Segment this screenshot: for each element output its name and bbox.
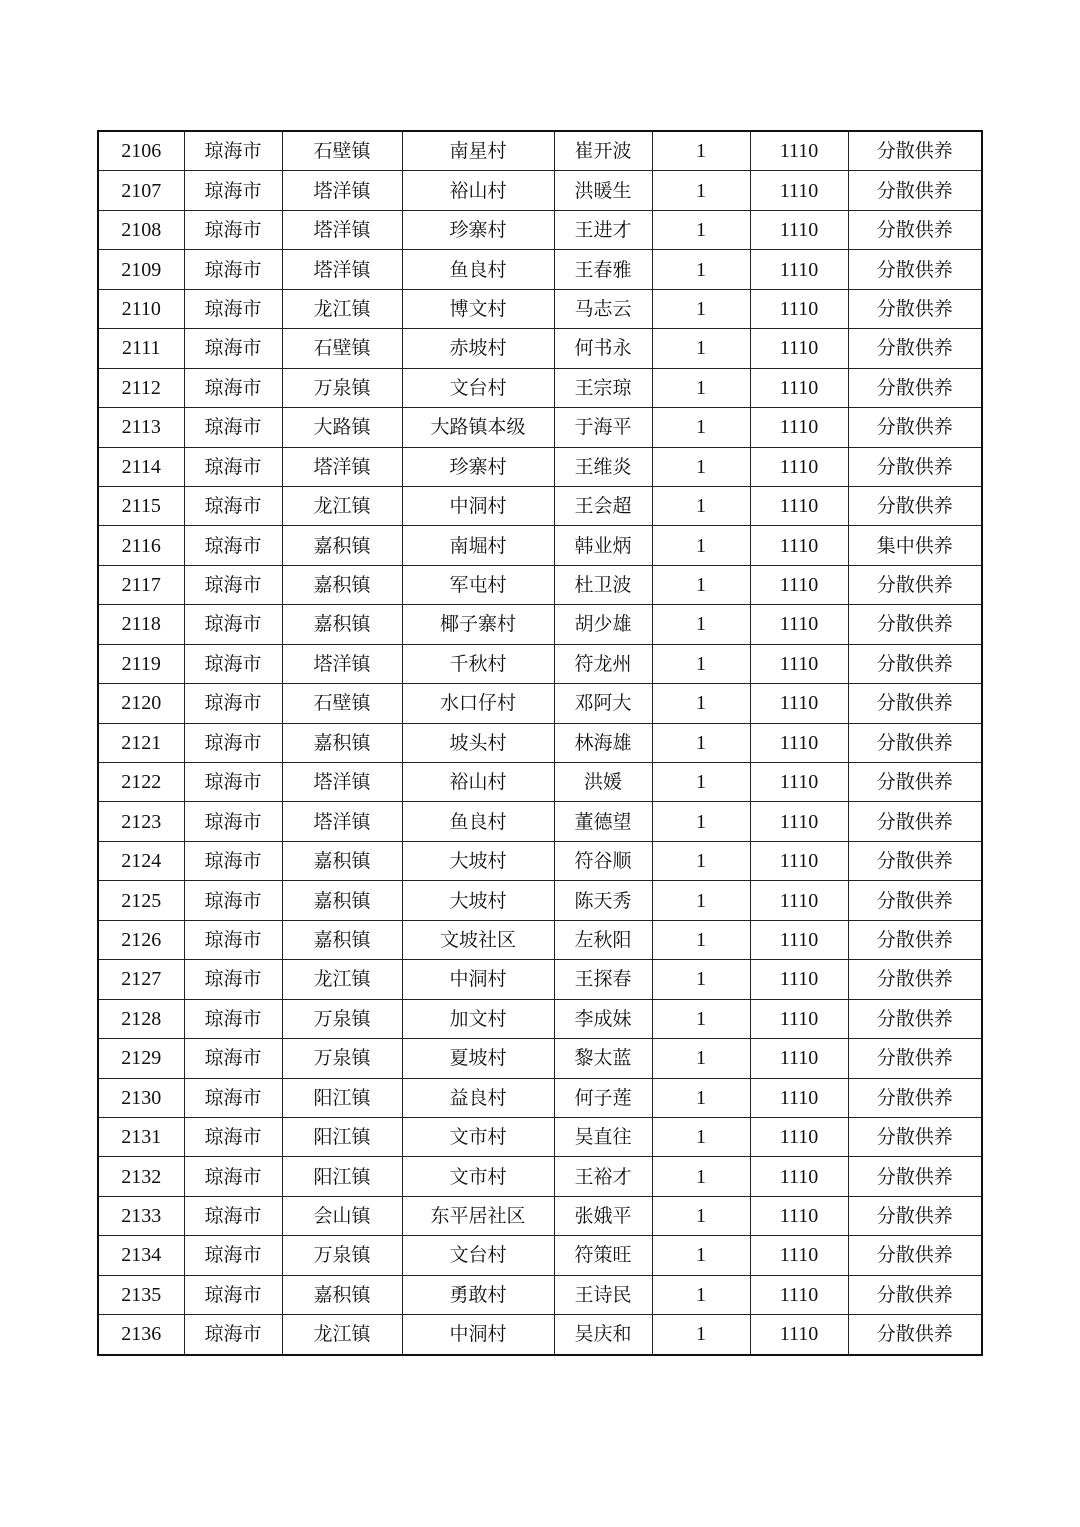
table-row [98, 289, 982, 328]
cell-serial-number: 2111 [98, 329, 184, 368]
cell-person-name: 林海雄 [554, 723, 652, 762]
cell-household-count: 1 [652, 1117, 750, 1156]
cell-serial-number: 2123 [98, 802, 184, 841]
cell-village: 鱼良村 [402, 802, 554, 841]
cell-support-type: 分散供养 [848, 1315, 982, 1355]
cell-city: 琼海市 [184, 1117, 282, 1156]
cell-support-type: 分散供养 [848, 210, 982, 249]
cell-serial-number: 2112 [98, 368, 184, 407]
cell-village: 博文村 [402, 289, 554, 328]
cell-household-count: 1 [652, 1196, 750, 1235]
cell-person-name: 王裕才 [554, 1157, 652, 1196]
table-row [98, 250, 982, 289]
cell-household-count: 1 [652, 1315, 750, 1355]
cell-household-count: 1 [652, 526, 750, 565]
cell-town: 塔洋镇 [282, 802, 402, 841]
cell-household-count: 1 [652, 723, 750, 762]
cell-serial-number: 2127 [98, 960, 184, 999]
cell-city: 琼海市 [184, 1039, 282, 1078]
cell-support-type: 分散供养 [848, 684, 982, 723]
cell-serial-number: 2121 [98, 723, 184, 762]
cell-support-type: 分散供养 [848, 1039, 982, 1078]
cell-person-name: 符龙州 [554, 644, 652, 683]
table-row [98, 999, 982, 1038]
cell-amount: 1110 [750, 368, 848, 407]
cell-household-count: 1 [652, 1157, 750, 1196]
cell-town: 塔洋镇 [282, 763, 402, 802]
cell-support-type: 分散供养 [848, 881, 982, 920]
cell-support-type: 分散供养 [848, 565, 982, 604]
cell-serial-number: 2134 [98, 1236, 184, 1275]
cell-person-name: 马志云 [554, 289, 652, 328]
cell-household-count: 1 [652, 1236, 750, 1275]
table-row [98, 802, 982, 841]
cell-amount: 1110 [750, 920, 848, 959]
cell-city: 琼海市 [184, 605, 282, 644]
cell-person-name: 王进才 [554, 210, 652, 249]
cell-city: 琼海市 [184, 408, 282, 447]
cell-village: 中洞村 [402, 486, 554, 525]
cell-serial-number: 2130 [98, 1078, 184, 1117]
cell-support-type: 分散供养 [848, 841, 982, 880]
cell-village: 赤坡村 [402, 329, 554, 368]
cell-city: 琼海市 [184, 171, 282, 210]
cell-support-type: 分散供养 [848, 329, 982, 368]
table-row [98, 1157, 982, 1196]
cell-village: 水口仔村 [402, 684, 554, 723]
cell-amount: 1110 [750, 1196, 848, 1235]
cell-serial-number: 2133 [98, 1196, 184, 1235]
table-row [98, 723, 982, 762]
cell-town: 塔洋镇 [282, 644, 402, 683]
cell-city: 琼海市 [184, 881, 282, 920]
cell-town: 塔洋镇 [282, 210, 402, 249]
cell-serial-number: 2124 [98, 841, 184, 880]
cell-town: 阳江镇 [282, 1117, 402, 1156]
cell-person-name: 崔开波 [554, 131, 652, 171]
cell-support-type: 分散供养 [848, 605, 982, 644]
cell-household-count: 1 [652, 1039, 750, 1078]
cell-household-count: 1 [652, 1078, 750, 1117]
cell-serial-number: 2116 [98, 526, 184, 565]
cell-household-count: 1 [652, 802, 750, 841]
cell-village: 中洞村 [402, 1315, 554, 1355]
cell-serial-number: 2126 [98, 920, 184, 959]
cell-household-count: 1 [652, 565, 750, 604]
table-row [98, 1078, 982, 1117]
cell-amount: 1110 [750, 841, 848, 880]
cell-serial-number: 2132 [98, 1157, 184, 1196]
table-row [98, 1196, 982, 1235]
cell-support-type: 分散供养 [848, 289, 982, 328]
cell-city: 琼海市 [184, 1157, 282, 1196]
cell-support-type: 分散供养 [848, 960, 982, 999]
cell-village: 大坡村 [402, 841, 554, 880]
cell-city: 琼海市 [184, 289, 282, 328]
cell-person-name: 何子莲 [554, 1078, 652, 1117]
table-row [98, 526, 982, 565]
cell-serial-number: 2107 [98, 171, 184, 210]
cell-serial-number: 2114 [98, 447, 184, 486]
table-row [98, 881, 982, 920]
cell-town: 万泉镇 [282, 999, 402, 1038]
cell-amount: 1110 [750, 289, 848, 328]
cell-household-count: 1 [652, 368, 750, 407]
table-row [98, 1315, 982, 1355]
cell-city: 琼海市 [184, 999, 282, 1038]
cell-amount: 1110 [750, 881, 848, 920]
cell-city: 琼海市 [184, 368, 282, 407]
cell-person-name: 董德望 [554, 802, 652, 841]
cell-village: 文台村 [402, 368, 554, 407]
cell-village: 裕山村 [402, 171, 554, 210]
table-row [98, 644, 982, 683]
cell-amount: 1110 [750, 486, 848, 525]
cell-village: 裕山村 [402, 763, 554, 802]
cell-city: 琼海市 [184, 1078, 282, 1117]
cell-support-type: 分散供养 [848, 644, 982, 683]
cell-person-name: 邓阿大 [554, 684, 652, 723]
cell-city: 琼海市 [184, 684, 282, 723]
cell-city: 琼海市 [184, 250, 282, 289]
table-row [98, 605, 982, 644]
cell-town: 嘉积镇 [282, 920, 402, 959]
cell-amount: 1110 [750, 1117, 848, 1156]
cell-serial-number: 2135 [98, 1275, 184, 1314]
cell-town: 龙江镇 [282, 486, 402, 525]
cell-town: 嘉积镇 [282, 526, 402, 565]
cell-person-name: 何书永 [554, 329, 652, 368]
cell-village: 勇敢村 [402, 1275, 554, 1314]
cell-village: 珍寨村 [402, 210, 554, 249]
cell-support-type: 分散供养 [848, 408, 982, 447]
cell-person-name: 陈天秀 [554, 881, 652, 920]
cell-person-name: 王宗琼 [554, 368, 652, 407]
cell-person-name: 王春雅 [554, 250, 652, 289]
cell-support-type: 分散供养 [848, 1275, 982, 1314]
cell-village: 加文村 [402, 999, 554, 1038]
cell-amount: 1110 [750, 763, 848, 802]
cell-household-count: 1 [652, 999, 750, 1038]
cell-serial-number: 2108 [98, 210, 184, 249]
cell-city: 琼海市 [184, 802, 282, 841]
cell-serial-number: 2115 [98, 486, 184, 525]
cell-support-type: 分散供养 [848, 999, 982, 1038]
cell-serial-number: 2117 [98, 565, 184, 604]
cell-amount: 1110 [750, 171, 848, 210]
cell-village: 南星村 [402, 131, 554, 171]
cell-serial-number: 2122 [98, 763, 184, 802]
cell-support-type: 分散供养 [848, 1117, 982, 1156]
cell-amount: 1110 [750, 447, 848, 486]
cell-amount: 1110 [750, 605, 848, 644]
cell-serial-number: 2110 [98, 289, 184, 328]
cell-city: 琼海市 [184, 1315, 282, 1355]
cell-serial-number: 2125 [98, 881, 184, 920]
cell-amount: 1110 [750, 644, 848, 683]
cell-city: 琼海市 [184, 447, 282, 486]
cell-household-count: 1 [652, 644, 750, 683]
cell-household-count: 1 [652, 210, 750, 249]
cell-town: 嘉积镇 [282, 881, 402, 920]
table-row [98, 1275, 982, 1314]
cell-village: 千秋村 [402, 644, 554, 683]
cell-city: 琼海市 [184, 131, 282, 171]
cell-support-type: 分散供养 [848, 368, 982, 407]
cell-village: 益良村 [402, 1078, 554, 1117]
cell-household-count: 1 [652, 920, 750, 959]
cell-person-name: 杜卫波 [554, 565, 652, 604]
cell-support-type: 分散供养 [848, 723, 982, 762]
cell-person-name: 王探春 [554, 960, 652, 999]
cell-town: 万泉镇 [282, 1236, 402, 1275]
cell-person-name: 符策旺 [554, 1236, 652, 1275]
cell-household-count: 1 [652, 289, 750, 328]
cell-support-type: 分散供养 [848, 802, 982, 841]
cell-support-type: 集中供养 [848, 526, 982, 565]
cell-amount: 1110 [750, 1039, 848, 1078]
table-row [98, 841, 982, 880]
cell-town: 嘉积镇 [282, 1275, 402, 1314]
cell-village: 南堀村 [402, 526, 554, 565]
cell-town: 石壁镇 [282, 329, 402, 368]
cell-person-name: 韩业炳 [554, 526, 652, 565]
cell-serial-number: 2136 [98, 1315, 184, 1355]
cell-amount: 1110 [750, 684, 848, 723]
cell-village: 军屯村 [402, 565, 554, 604]
cell-household-count: 1 [652, 1275, 750, 1314]
cell-household-count: 1 [652, 841, 750, 880]
cell-amount: 1110 [750, 250, 848, 289]
cell-support-type: 分散供养 [848, 920, 982, 959]
cell-city: 琼海市 [184, 210, 282, 249]
cell-town: 万泉镇 [282, 368, 402, 407]
cell-support-type: 分散供养 [848, 171, 982, 210]
cell-household-count: 1 [652, 960, 750, 999]
cell-serial-number: 2120 [98, 684, 184, 723]
cell-village: 大路镇本级 [402, 408, 554, 447]
table-row [98, 920, 982, 959]
cell-town: 万泉镇 [282, 1039, 402, 1078]
cell-amount: 1110 [750, 526, 848, 565]
cell-person-name: 洪暖生 [554, 171, 652, 210]
cell-town: 大路镇 [282, 408, 402, 447]
table-row [98, 960, 982, 999]
cell-city: 琼海市 [184, 723, 282, 762]
cell-support-type: 分散供养 [848, 1078, 982, 1117]
table-row [98, 408, 982, 447]
cell-person-name: 张娥平 [554, 1196, 652, 1235]
cell-amount: 1110 [750, 802, 848, 841]
cell-amount: 1110 [750, 1157, 848, 1196]
roster-table [97, 130, 983, 1356]
cell-serial-number: 2109 [98, 250, 184, 289]
cell-person-name: 李成妹 [554, 999, 652, 1038]
cell-amount: 1110 [750, 329, 848, 368]
cell-village: 大坡村 [402, 881, 554, 920]
cell-village: 东平居社区 [402, 1196, 554, 1235]
cell-person-name: 吴直往 [554, 1117, 652, 1156]
cell-household-count: 1 [652, 131, 750, 171]
cell-household-count: 1 [652, 250, 750, 289]
cell-person-name: 胡少雄 [554, 605, 652, 644]
cell-town: 嘉积镇 [282, 841, 402, 880]
cell-amount: 1110 [750, 1078, 848, 1117]
cell-amount: 1110 [750, 1236, 848, 1275]
cell-amount: 1110 [750, 408, 848, 447]
cell-town: 塔洋镇 [282, 250, 402, 289]
cell-person-name: 左秋阳 [554, 920, 652, 959]
cell-town: 龙江镇 [282, 1315, 402, 1355]
cell-support-type: 分散供养 [848, 763, 982, 802]
cell-city: 琼海市 [184, 763, 282, 802]
cell-serial-number: 2129 [98, 1039, 184, 1078]
cell-village: 鱼良村 [402, 250, 554, 289]
table-row [98, 565, 982, 604]
cell-serial-number: 2119 [98, 644, 184, 683]
table-row [98, 1117, 982, 1156]
cell-city: 琼海市 [184, 644, 282, 683]
table-row [98, 171, 982, 210]
cell-amount: 1110 [750, 960, 848, 999]
table-row [98, 210, 982, 249]
table-row [98, 1236, 982, 1275]
cell-serial-number: 2128 [98, 999, 184, 1038]
table-row [98, 447, 982, 486]
cell-town: 龙江镇 [282, 960, 402, 999]
cell-serial-number: 2106 [98, 131, 184, 171]
cell-household-count: 1 [652, 486, 750, 525]
cell-village: 珍寨村 [402, 447, 554, 486]
table-row [98, 329, 982, 368]
cell-support-type: 分散供养 [848, 250, 982, 289]
cell-person-name: 王诗民 [554, 1275, 652, 1314]
cell-city: 琼海市 [184, 960, 282, 999]
cell-city: 琼海市 [184, 329, 282, 368]
cell-city: 琼海市 [184, 1196, 282, 1235]
cell-town: 龙江镇 [282, 289, 402, 328]
cell-town: 嘉积镇 [282, 565, 402, 604]
cell-person-name: 洪媛 [554, 763, 652, 802]
cell-village: 文坡社区 [402, 920, 554, 959]
cell-household-count: 1 [652, 408, 750, 447]
cell-amount: 1110 [750, 999, 848, 1038]
cell-amount: 1110 [750, 210, 848, 249]
cell-person-name: 于海平 [554, 408, 652, 447]
cell-village: 文市村 [402, 1157, 554, 1196]
cell-support-type: 分散供养 [848, 1196, 982, 1235]
cell-town: 会山镇 [282, 1196, 402, 1235]
cell-person-name: 吴庆和 [554, 1315, 652, 1355]
cell-village: 椰子寨村 [402, 605, 554, 644]
cell-town: 石壁镇 [282, 684, 402, 723]
cell-person-name: 符谷顺 [554, 841, 652, 880]
cell-household-count: 1 [652, 684, 750, 723]
cell-amount: 1110 [750, 1275, 848, 1314]
cell-support-type: 分散供养 [848, 1157, 982, 1196]
cell-person-name: 王会超 [554, 486, 652, 525]
cell-city: 琼海市 [184, 1236, 282, 1275]
cell-village: 文台村 [402, 1236, 554, 1275]
cell-amount: 1110 [750, 723, 848, 762]
table-row [98, 684, 982, 723]
cell-serial-number: 2131 [98, 1117, 184, 1156]
cell-household-count: 1 [652, 763, 750, 802]
cell-amount: 1110 [750, 1315, 848, 1355]
cell-support-type: 分散供养 [848, 486, 982, 525]
cell-household-count: 1 [652, 881, 750, 920]
cell-city: 琼海市 [184, 565, 282, 604]
table-row [98, 486, 982, 525]
cell-town: 塔洋镇 [282, 171, 402, 210]
cell-village: 中洞村 [402, 960, 554, 999]
cell-city: 琼海市 [184, 920, 282, 959]
cell-serial-number: 2118 [98, 605, 184, 644]
table-row [98, 368, 982, 407]
cell-person-name: 王维炎 [554, 447, 652, 486]
cell-village: 坡头村 [402, 723, 554, 762]
cell-city: 琼海市 [184, 526, 282, 565]
cell-amount: 1110 [750, 131, 848, 171]
cell-village: 文市村 [402, 1117, 554, 1156]
cell-support-type: 分散供养 [848, 1236, 982, 1275]
cell-city: 琼海市 [184, 841, 282, 880]
cell-support-type: 分散供养 [848, 131, 982, 171]
cell-household-count: 1 [652, 605, 750, 644]
cell-city: 琼海市 [184, 486, 282, 525]
table-row [98, 1039, 982, 1078]
table-row [98, 131, 982, 171]
cell-support-type: 分散供养 [848, 447, 982, 486]
cell-person-name: 黎太蓝 [554, 1039, 652, 1078]
cell-city: 琼海市 [184, 1275, 282, 1314]
cell-town: 阳江镇 [282, 1157, 402, 1196]
roster-table-body [98, 131, 982, 1355]
cell-village: 夏坡村 [402, 1039, 554, 1078]
cell-amount: 1110 [750, 565, 848, 604]
cell-town: 石壁镇 [282, 131, 402, 171]
cell-town: 嘉积镇 [282, 723, 402, 762]
cell-household-count: 1 [652, 447, 750, 486]
cell-town: 阳江镇 [282, 1078, 402, 1117]
table-row [98, 763, 982, 802]
cell-household-count: 1 [652, 329, 750, 368]
cell-household-count: 1 [652, 171, 750, 210]
cell-town: 嘉积镇 [282, 605, 402, 644]
cell-town: 塔洋镇 [282, 447, 402, 486]
cell-serial-number: 2113 [98, 408, 184, 447]
